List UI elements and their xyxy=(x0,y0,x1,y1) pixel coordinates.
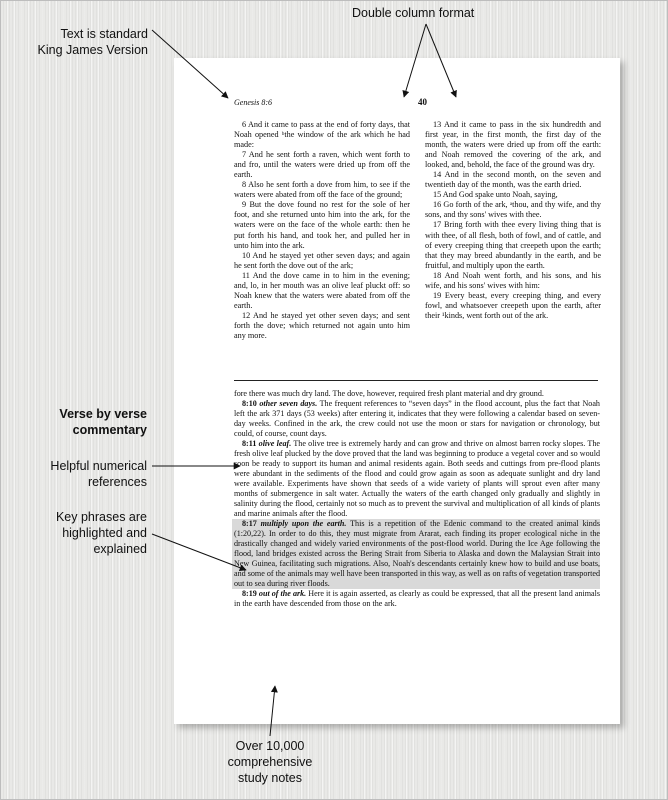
verse: 9 But the dove found no rest for the sole of her foot, and she returned unto him into the ark, for the waters were on the face of the whole earth: then he put forth his hand, and took her, and pulled her in unto him into the ark. xyxy=(234,200,410,250)
arrow-study-notes xyxy=(270,686,275,736)
key-phrase: multiply upon the earth. xyxy=(260,519,347,528)
commentary-intro: fore there was much dry land. The dove, however, required fresh plant material and dry ground. xyxy=(234,389,544,398)
arrow-double-column-right xyxy=(426,24,456,97)
verse: 8 Also he sent forth a dove from him, to see if the waters were abated from off the face of the ground; xyxy=(234,180,410,200)
callout-line: Key phrases are xyxy=(55,510,147,524)
verse-reference: 8:19 xyxy=(242,589,257,598)
callout-line: references xyxy=(87,475,147,489)
verse: 16 Go forth of the ark, ᵃthou, and thy wife, and thy sons, and thy sons' wives with thee. xyxy=(425,200,601,220)
note-text: The frequent references to “seven days” in the flood account, plus the fact that Noah left the ark 371 days (53 weeks) after entering it, indicates that they were following a calendar based on seven-day weeks. Confined in the ark, the crew could not use the moon or stars for navigation or chronology, but could, of course, count days. xyxy=(234,399,600,438)
key-phrase: out of the ark. xyxy=(258,589,307,598)
verse: 10 And he stayed yet other seven days; and again he sent forth the dove out of the ark; xyxy=(234,250,410,270)
page-number: 40 xyxy=(418,97,427,107)
verse: 6 And it came to pass at the end of forty days, that Noah opened ᵇthe window of the ark which he had made: xyxy=(234,120,410,150)
note-text: This is a repetition of the Edenic command to the created animal kinds (1:20,22). In order to do this, they must migrate from Ararat, each finding its proper ecological niche in the drastically changed and widely varied environments of the post-flood world. During the Ice Age following the flood, land bridges existed across the Bering Strait from Siberia to Alaska and down the Malaysian Strait into New Guinea, facilitating such migrations. Also, Noah's descendants certainly knew how to build and use boats, and some of the animals may well have been transported in this way, as well as on rafts of vegetation transported out to sea during river floods. xyxy=(234,519,600,588)
note-text: Here it is again asserted, as clearly as could be expressed, that all the present land animals in the earth have descended from those on the ark. xyxy=(234,589,600,608)
callout-line: Verse by verse xyxy=(59,407,147,421)
verse: 14 And in the second month, on the seven and twentieth day of the month, was the earth dried. xyxy=(425,170,601,190)
callout-line: comprehensive xyxy=(227,755,313,769)
callout-line: explained xyxy=(93,542,147,556)
callout-line: Helpful numerical xyxy=(50,459,147,473)
verse: 19 Every beast, every creeping thing, and every fowl, and whatsoever creepeth upon the earth, after their ¹kinds, went forth out of the ark. xyxy=(425,290,601,320)
key-phrase: olive leaf. xyxy=(258,439,292,448)
verse: 11 And the dove came in to him in the evening; and, lo, in her mouth was an olive leaf pluckt off: so Noah knew that the waters were abated from off the earth. xyxy=(234,270,410,310)
note-text: The olive tree is extremely hardy and can grow and thrive on almost barren rocky slopes. The fresh olive leaf plucked by the dove proved that the land was beginning to produce a vegetal cover and so would soon be ready to support its human and animal residents again. Both seeds and cuttings from pre-flood plants were abundant in the sediments of the flood and could grow again as soon as adequate sunlight and dry land were available. Experiments have shown that seeds of a wide variety of plants will sprout even after many months of submergence in salt water. Actually the waters of the earth changed only gradually and slightly in salinity during the flood, certainly not so much as to prevent the survival and multiplication of all kinds of plants and marine animals after the flood. xyxy=(234,439,600,518)
arrow-standard-text xyxy=(152,30,228,98)
arrow-double-column-left xyxy=(404,24,426,97)
callout-line: study notes xyxy=(238,771,302,785)
running-head: Genesis 8:6 xyxy=(234,98,272,107)
verse: 18 And Noah went forth, and his sons, and his wife, and his sons' wives with him: xyxy=(425,270,601,290)
verse: 17 Bring forth with thee every living thing that is with thee, of all flesh, both of fowl, and of cattle, and of every creeping thing that creepeth upon the earth; that they may breed abundantly in the earth, and be fruitful, and multiply upon the earth. xyxy=(425,220,601,270)
verse: 7 And he sent forth a raven, which went forth to and fro, until the waters were dried up from off the earth. xyxy=(234,150,410,180)
callout-line: King James Version xyxy=(37,43,148,57)
verse-reference: 8:11 xyxy=(242,439,257,448)
key-phrase: other seven days. xyxy=(259,399,318,408)
callout-line: commentary xyxy=(72,423,147,437)
arrow-key-phrases xyxy=(152,534,246,570)
verse: 15 And God spake unto Noah, saying, xyxy=(433,190,558,200)
verse: 12 And he stayed yet other seven days; and sent forth the dove; which returned not again unto him any more. xyxy=(234,310,410,340)
verse: 13 And it came to pass in the six hundredth and first year, in the first month, the first day of the month, the waters were dried up from off the earth: and Noah removed the covering of the ark, and looked, and, behold, the face of the ground was dry. xyxy=(425,120,601,170)
callout-line: Text is standard xyxy=(60,27,148,41)
callout-line: Double column format xyxy=(352,6,475,20)
callout-line: Over 10,000 xyxy=(235,739,305,753)
verse-reference: 8:10 xyxy=(242,399,257,408)
callout-line: highlighted and xyxy=(62,526,147,540)
verse-reference: 8:17 xyxy=(242,519,257,528)
